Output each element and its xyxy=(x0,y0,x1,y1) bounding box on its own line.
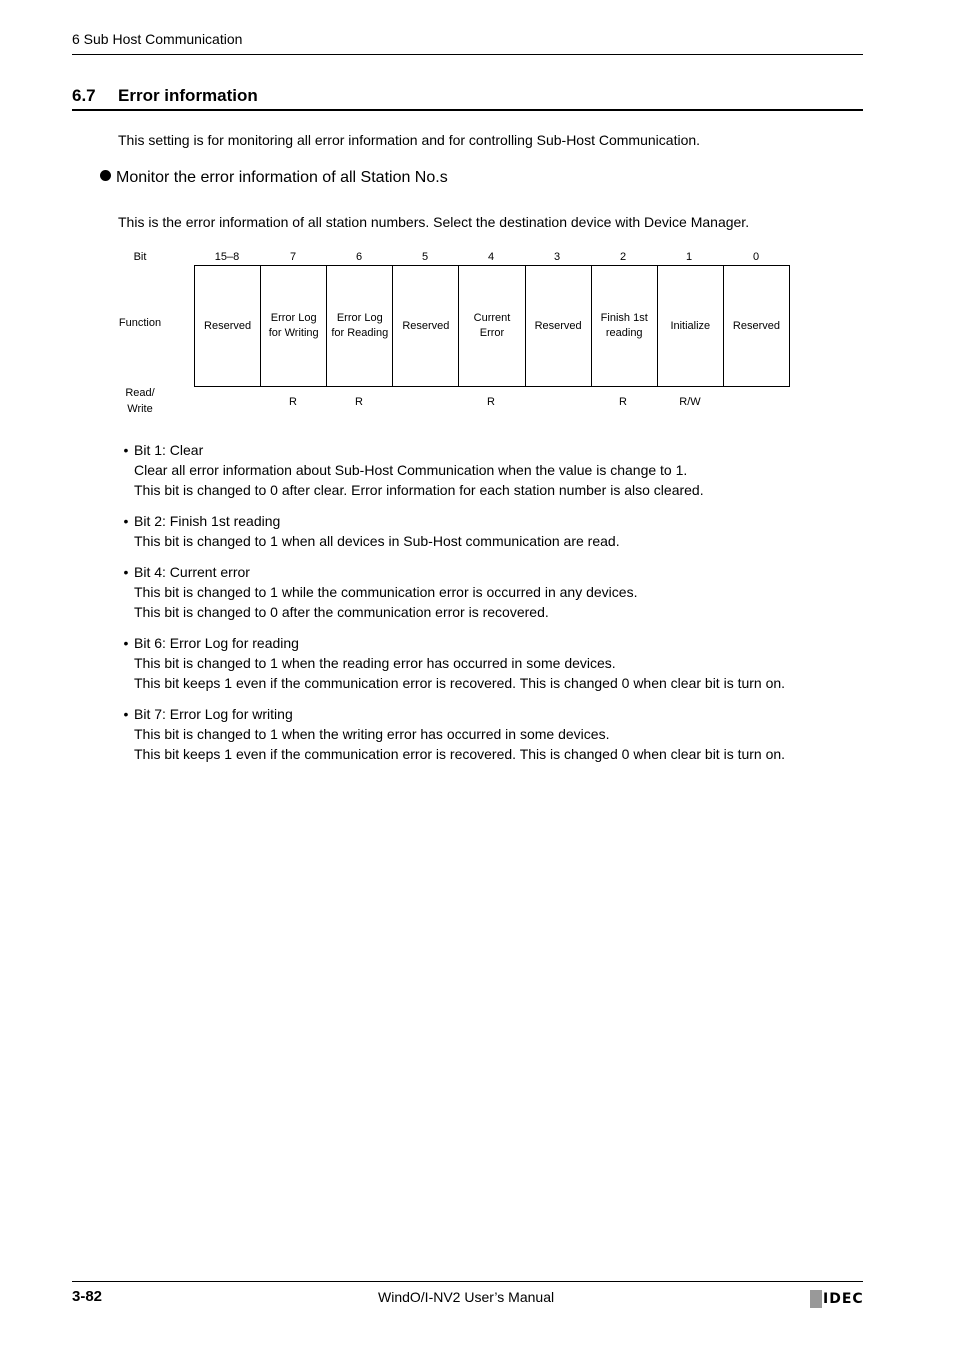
bullet-line: This bit keeps 1 even if the communication error is recovered. This is changed 0 when clear bit is turn on. xyxy=(134,675,786,691)
bit-number: 6 xyxy=(355,251,363,263)
rw-value: R xyxy=(355,396,363,408)
bullet-line: This bit keeps 1 even if the communication error is recovered. This is changed 0 when clear bit is turn on. xyxy=(134,746,786,762)
row-label-bit: Bit xyxy=(133,251,147,263)
list-item xyxy=(118,440,858,500)
bit-description-list xyxy=(118,440,858,775)
function-line: Error xyxy=(479,327,505,339)
function-line: Finish 1st xyxy=(600,312,648,324)
row-label-rw-line1: Read/ xyxy=(125,387,155,399)
row-label-rw-line2: Write xyxy=(127,403,153,415)
bit-number: 7 xyxy=(289,251,297,263)
section-divider xyxy=(72,109,863,111)
intro-paragraph: This setting is for monitoring all error information and for controlling Sub-Host Communication. xyxy=(118,132,701,148)
section-title xyxy=(72,86,258,106)
function-line: Reserved xyxy=(534,319,582,332)
bullet-title: • Bit 6: Error Log for reading xyxy=(123,635,299,651)
bit-number: 15–8 xyxy=(214,251,240,263)
function-line: Reserved xyxy=(204,319,252,332)
bullet-dot-icon xyxy=(100,170,111,181)
bit-number: 3 xyxy=(553,251,561,263)
function-cell xyxy=(657,266,723,386)
bullet-line: This bit is changed to 1 when all devices in Sub-Host communication are read. xyxy=(134,533,620,549)
bullet-line: This bit is changed to 1 when the writing error has occurred in some devices. xyxy=(134,726,610,742)
function-cell xyxy=(195,266,260,386)
header-divider xyxy=(72,54,863,55)
function-cell xyxy=(591,266,657,386)
bullet-title-text: Bit 1: Clear xyxy=(134,442,204,458)
function-line: for Reading xyxy=(331,327,389,339)
bullet-line: This bit is changed to 0 after clear. Error information for each station number is also cleared. xyxy=(134,482,704,498)
rw-value: R/W xyxy=(679,396,701,408)
function-line: Error Log xyxy=(270,312,317,324)
rw-value: R xyxy=(619,396,627,408)
function-cell xyxy=(326,266,392,386)
bullet-title-text: Bit 7: Error Log for writing xyxy=(134,706,293,722)
bit-number: 2 xyxy=(619,251,627,263)
description-paragraph: This is the error information of all station numbers. Select the destination device with Device Manager. xyxy=(118,214,750,230)
rw-value: R xyxy=(289,396,297,408)
function-line: Current xyxy=(473,312,511,324)
function-cell xyxy=(525,266,591,386)
logo-mark-icon xyxy=(810,1290,822,1308)
subsection-heading-text: Monitor the error information of all Station No.s xyxy=(116,169,448,186)
bullet-title: • Bit 2: Finish 1st reading xyxy=(123,513,281,529)
subsection-heading xyxy=(100,169,448,187)
function-cell xyxy=(458,266,524,386)
bit-number: 0 xyxy=(752,251,760,263)
function-line: Reserved xyxy=(732,319,780,332)
bullet-title: • Bit 1: Clear xyxy=(123,442,204,458)
footer-divider xyxy=(72,1281,863,1282)
bullet-line: This bit is changed to 0 after the communication error is recovered. xyxy=(134,604,549,620)
logo-text: IDEC xyxy=(823,1291,864,1307)
function-line: Error Log xyxy=(336,312,383,324)
bullet-title-text: Bit 2: Finish 1st reading xyxy=(134,513,281,529)
list-item xyxy=(118,633,858,693)
bullet-title: • Bit 7: Error Log for writing xyxy=(123,706,293,722)
bullet-title-text: Bit 4: Current error xyxy=(134,564,250,580)
function-line: for Writing xyxy=(268,327,319,339)
function-grid xyxy=(194,265,790,387)
bullet-line: This bit is changed to 1 when the reading error has occurred in some devices. xyxy=(134,655,616,671)
function-line: Initialize xyxy=(670,319,711,332)
section-number: 6.7 xyxy=(72,86,96,105)
bullet-title-text: Bit 6: Error Log for reading xyxy=(134,635,299,651)
bullet-line: This bit is changed to 1 while the communication error is occurred in any devices. xyxy=(134,584,638,600)
page-number: 3-82 xyxy=(72,1288,103,1305)
function-line: Reserved xyxy=(402,319,450,332)
bit-number: 1 xyxy=(685,251,693,263)
function-line: reading xyxy=(605,327,643,339)
bullet-line: Clear all error information about Sub-Host Communication when the value is change to 1. xyxy=(134,462,688,478)
section-title-text: Error information xyxy=(118,86,258,105)
function-cell xyxy=(723,266,789,386)
function-cell xyxy=(392,266,458,386)
bit-number: 5 xyxy=(421,251,429,263)
function-cell xyxy=(260,266,326,386)
row-label-read-write xyxy=(112,385,168,417)
rw-value: R xyxy=(487,396,495,408)
row-label-function: Function xyxy=(118,317,162,329)
bit-number: 4 xyxy=(487,251,495,263)
manual-title: WindO/I-NV2 User’s Manual xyxy=(378,1289,555,1305)
list-item xyxy=(118,704,858,764)
list-item xyxy=(118,511,858,551)
list-item xyxy=(118,562,858,622)
bullet-title: • Bit 4: Current error xyxy=(123,564,250,580)
chapter-header: 6 Sub Host Communication xyxy=(72,31,243,47)
idec-logo xyxy=(810,1290,864,1308)
